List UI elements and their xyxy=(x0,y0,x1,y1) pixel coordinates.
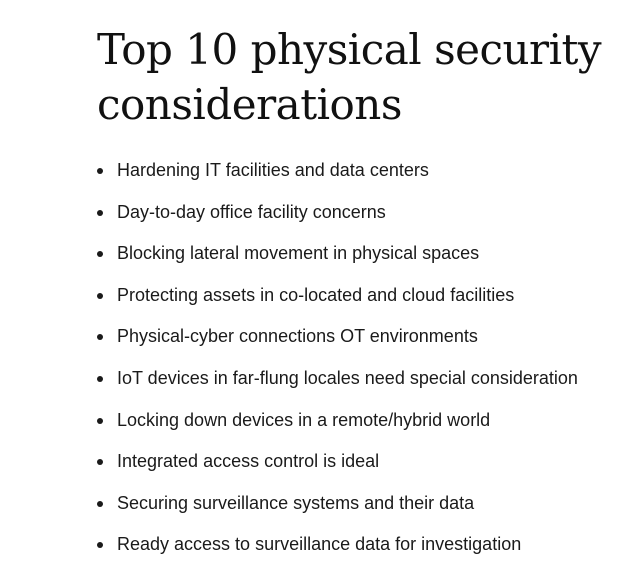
list-item-text: Ready access to surveillance data for investigation xyxy=(117,534,522,555)
article xyxy=(97,22,617,566)
list-item xyxy=(97,483,617,525)
list-item xyxy=(97,275,617,317)
list-item-text: Day-to-day office facility concerns xyxy=(117,201,386,222)
considerations-list xyxy=(97,150,617,566)
list-item xyxy=(97,316,617,358)
list-item-text: IoT devices in far-flung locales need special consideration xyxy=(117,367,578,388)
page-title: Top 10 physical security considerations xyxy=(97,25,602,129)
list-item-text: Securing surveillance systems and their data xyxy=(117,492,475,513)
bullet-icon xyxy=(97,376,103,382)
list-item-text: Physical-cyber connections OT environments xyxy=(117,326,478,347)
list-item xyxy=(97,358,617,400)
list-item xyxy=(97,400,617,442)
bullet-icon xyxy=(97,501,103,507)
list-item-text: Integrated access control is ideal xyxy=(117,451,380,472)
bullet-icon xyxy=(97,334,103,340)
list-item xyxy=(97,192,617,234)
list-item-text: Hardening IT facilities and data centers xyxy=(117,160,429,180)
list-item-text: Locking down devices in a remote/hybrid world xyxy=(117,409,491,430)
bullet-icon xyxy=(97,293,103,299)
list-item xyxy=(97,150,617,192)
list-item xyxy=(97,233,617,275)
list-item xyxy=(97,441,617,483)
bullet-icon xyxy=(97,542,103,548)
bullet-icon xyxy=(97,251,103,257)
bullet-icon xyxy=(97,418,103,424)
list-item-text: Blocking lateral movement in physical spaces xyxy=(117,243,480,264)
list-item xyxy=(97,524,617,566)
bullet-icon xyxy=(97,459,103,465)
bullet-icon xyxy=(97,168,103,174)
bullet-icon xyxy=(97,210,103,216)
list-item-text: Protecting assets in co-located and cloud facilities xyxy=(117,284,515,305)
